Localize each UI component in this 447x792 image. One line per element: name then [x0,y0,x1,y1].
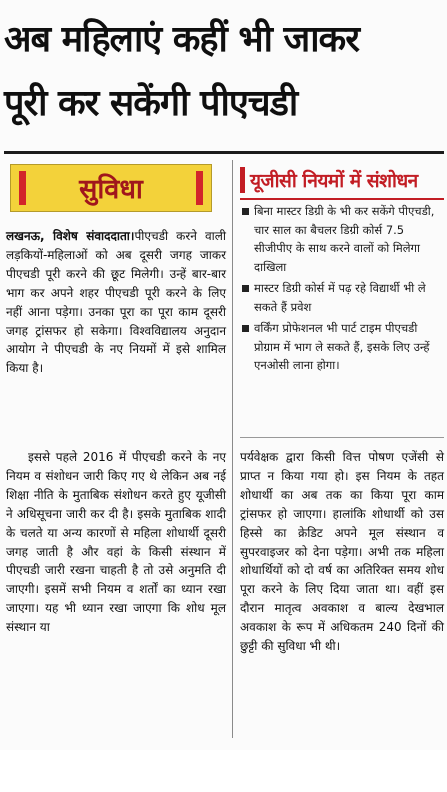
headline-line-2: पूरी कर सकेंगी पीएचडी [4,83,298,124]
sidebar-bullet [240,279,444,316]
dateline: लखनऊ, विशेष संवाददाता। [6,229,135,243]
sidebar-heading-rule [240,198,444,200]
article-paragraph-2: इससे पहले 2016 में पीएचडी करने के नए नियम व संशोधन जारी किए गए थे लेकिन अब नई शिक्षा नीति के मुताबिक संशोधन करते हुए यूजीसी ने अधिसूचना जारी कर दी है। इसके मुताबिक शादी के चलते या अन्य कारणों से महिला शोधार्थी दूसरी जगह जाती है और वहां के किसी संस्थान में पीएचडी जारी रखना चाहती है तो उसे अनुमति दी जाएगी। इसमें सभी नियम व शर्तों का ध्यान रखा जाएगा। यह भी ध्यान रखा जाएगा कि शोध मूल संस्थान या [6,450,226,635]
column-separator [232,160,233,738]
article-column-1-top [6,227,226,378]
headline-rule [4,151,444,154]
article-column-2 [240,448,444,656]
sidebar-bottom-rule [240,437,444,438]
bullet-square-icon [242,285,249,292]
article-column-1-bottom [6,448,226,637]
bullet-square-icon [242,208,249,215]
bullet-text: वर्किंग प्रोफेशनल भी पार्ट टाइम पीएचडी प्रोग्राम में भाग ले सकते हैं, इसके लिए उन्हें एनओसी लाना होगा। [254,321,430,372]
sidebar-heading-bar [240,167,245,193]
sidebar-bullets [240,202,444,378]
paragraph-1-text: पीएचडी करने वाली लड़कियों-महिलाओं को अब दूसरी जगह जाकर पीएचडी पूरी करने की छूट मिलेगी। उन्हें बार-बार भाग कर अपने शहर पीएचडी पूरी करने के लिए नहीं आना पड़ेगा। उनका पूरा का पूरा काम दूसरी जगह ट्रांसफर हो सकेगा। विश्वविद्यालय अनुदान आयोग ने पीएचडी के नए नियमों में इसे शामिल किया है। [6,229,226,376]
sidebar-bullet [240,319,444,375]
sidebar-heading-text: यूजीसी नियमों में संशोधन [250,170,418,192]
label-right-bar [196,171,203,205]
bullet-square-icon [242,325,249,332]
bullet-text: बिना मास्टर डिग्री के भी कर सकेंगे पीएचडी, चार साल का बैचलर डिग्री कोर्स 7.5 सीजीपीए के साथ करने वालों को मिलेगा दाखिला [254,204,435,274]
section-label-text: सुविधा [79,174,143,205]
sidebar-heading [240,165,444,195]
article-paragraph-3: पर्यवेक्षक द्वारा किसी वित्त पोषण एजेंसी से प्राप्त न किया गया हो। इस नियम के तहत शोधार्थी का अब तक का किया पूरा काम ट्रांसफर हो जाएगा। हालांकि शोधार्थी को उस हिस्से का क्रेडिट अपने मूल संस्थान व सुपरवाइजर को देना पड़ेगा। अभी तक महिला शोधार्थियों को दो वर्ष का अतिरिक्त समय शोध पूरा करने के लिए दिया जाता था। वहीं इस दौरान मातृत्व अवकाश व बाल्य देखभाल अवकाश के रूप में अधिकतम 240 दिनों की छुट्टी की सुविधा भी थी। [240,450,444,654]
article-paragraph-1 [6,227,226,378]
section-label [10,164,212,212]
headline [4,8,444,136]
headline-line-1: अब महिलाएं कहीं भी जाकर [4,19,359,60]
sidebar-bullet [240,202,444,276]
bullet-text: मास्टर डिग्री कोर्स में पढ़ रहे विद्यार्थी भी ले सकते हैं प्रवेश [254,281,426,314]
